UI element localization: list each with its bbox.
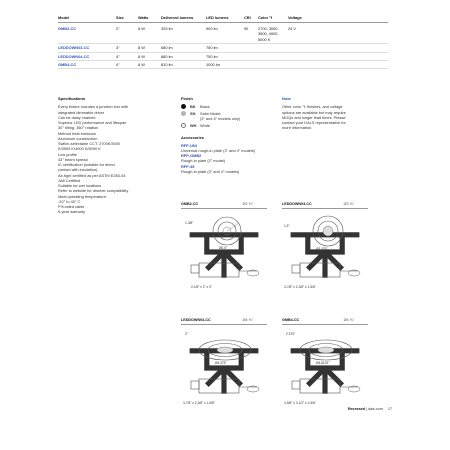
model-cell[interactable]: LEDDOWN04-CC [58,53,90,59]
card-dimension: Ø4 ⅜" [343,318,354,322]
satin-nickel-swatch-icon [181,111,186,116]
model-cell[interactable]: LEDDOWN03-CC [58,45,90,51]
spec-item: contact with insulation) [58,167,98,173]
footer-site[interactable]: dals.com [368,407,383,411]
card-header [282,202,368,209]
height-label: 1-3/8" [185,221,194,225]
accessory-item [181,153,276,164]
note-line: MOQs and longer lead times. Please [282,114,346,120]
card-dimension: Ø4 ⅜" [242,318,253,322]
led-cell: 1000 lm [206,61,220,67]
size-cell: 3" [116,45,120,51]
col-header-color: Color °f [258,15,273,20]
specifications-list [58,104,178,214]
card-model-name: LEDDOWN04-CC [181,318,211,322]
card-dimension: Ø3 ⅜" [343,202,354,206]
finish-code: SN [190,111,196,117]
led-cell: 750 lm [206,45,218,51]
col-header-model: Model [58,15,70,20]
box-size-label: 3-7/8" x 2-3/8" x 1-5/8" [284,285,316,289]
spec-item: -20° to 40° C [58,198,81,204]
table-row [58,53,388,61]
product-drawing [181,327,267,409]
color-cell [258,26,288,42]
led-cell: 750 lm [206,53,218,59]
watts-cell: 8 W [138,53,145,59]
spec-item: Low profile [58,151,77,157]
finish-name: Black [200,104,210,110]
spec-item: Every fixture includes a junction box with [58,104,129,110]
card-header [181,318,267,325]
spec-item: IC certification (suitable for direct [58,162,115,167]
spec-item: 43° beam spread [58,156,88,162]
finish-name: White [200,123,210,129]
product-card-gmb2 [181,202,267,298]
spec-item: K/3500 K/4000 K/5000 K [58,146,101,152]
watts-cell: 8 W [138,61,145,67]
finish-code: WH [190,123,197,129]
spec-table [58,15,388,69]
height-label: 2" [185,332,188,336]
page-footer [348,407,392,411]
cri-cell: 90 [244,25,249,31]
finish-option-sn[interactable] [181,111,276,122]
card-header [282,318,368,325]
accessories-title: Accessories [181,135,204,141]
card-header [181,202,267,209]
delivered-cell: 325 lm [161,25,173,31]
accessory-code[interactable]: RFP-UNI [181,142,197,148]
col-header-voltage: Voltage [288,15,302,20]
table-row [58,61,388,69]
diameter-label: Ø3.375" [316,247,328,251]
spec-item: Switch-selectable CCT: 2700K/3000 [58,141,121,146]
delivered-cell: 810 lm [161,61,173,67]
size-cell: 4" [116,53,120,59]
finish-section [181,96,276,174]
col-header-cri: CRI [244,15,251,20]
finish-code: BK [190,104,196,110]
product-drawing [282,211,368,293]
finish-option-bk[interactable] [181,104,276,109]
spec-item: Suitable for wet locations [58,183,102,188]
product-card-leddown04 [181,318,267,414]
finish-note: (3" and 4" models only) [200,116,241,122]
diameter-label: Ø2.5" [219,246,228,250]
spec-item: Aluminum construction [58,135,98,141]
col-header-size: Size [116,15,124,20]
table-header [58,15,388,23]
card-model-name: GMB2-CC [181,202,199,206]
finish-title: Finish [181,96,193,101]
card-dimension: Ø2 ⅜" [242,202,253,206]
spec-item: F%-rated cable [58,204,85,209]
white-swatch-icon [181,123,186,128]
accessory-desc: Rough-in plate (2" model) [181,158,226,164]
box-size-label: 3-5/8" x 3-1/2" x 1-5/8" [284,401,316,405]
color-line: 2700, 3000, [258,25,279,31]
diameter-label: Ø4.8125" [316,361,330,365]
delivered-cell: 680 lm [161,53,173,59]
note-line: options are available but may require [282,109,346,115]
led-cell: 900 lm [206,25,218,31]
product-drawing [282,327,368,409]
color-line: 5000 K [258,36,271,42]
spec-item: 5-year warranty [58,209,86,215]
card-model-name: LEDDOWN03-CC [282,202,312,206]
col-header-watts: Watts [138,15,149,20]
accessory-desc: Universal rough-in plate (3" and 4" models) [181,147,256,153]
spec-item: integrated dimmable driver [58,109,105,115]
spec-item: 30° tilting, 360° rotation [58,125,99,131]
voltage-cell: 24 V [288,25,297,31]
color-line: 3500, 4000, [258,31,279,37]
spec-item: Ideal operating temperature: [58,193,107,199]
diameter-label: Ø4.375" [215,361,227,365]
model-cell[interactable]: GMB2-CC [58,25,77,31]
size-cell: 4" [116,61,120,67]
col-header-led: LED lumens [206,15,229,20]
accessory-code[interactable]: RFP-45 [181,163,195,169]
col-header-delivered: Delivered lumens [161,15,194,20]
product-drawing [181,211,267,293]
watts-cell: 8 W [138,45,145,51]
accessory-item [181,143,276,154]
table-row [58,44,388,52]
note-section [282,96,377,131]
note-line: contact your DALS representative for [282,120,346,125]
model-cell[interactable]: GMB4-CC [58,61,77,67]
accessory-code[interactable]: RFP-GMB2 [181,153,202,159]
box-size-label: 2-1/8" x 2" x 3" [191,285,212,289]
black-swatch-icon [181,104,186,109]
footer-separator: | [366,407,369,411]
product-card-gmb4 [282,318,368,414]
spec-item: Can be daisy chained [58,114,96,120]
height-label: 2.375" [286,332,296,336]
accessory-item [181,164,276,175]
specifications-title: Specifications [58,96,86,101]
delivered-cell: 680 lm [161,45,173,51]
note-line: more information. [282,125,313,131]
specifications-section [58,96,178,215]
product-card-leddown03 [282,202,368,298]
finish-name-block [200,111,240,122]
spec-item: Refer to website for dimmer compatibility [58,188,129,194]
table-row [58,25,388,44]
note-title: Note [282,96,291,101]
finish-option-wh[interactable] [181,123,276,128]
height-label: 1.5" [284,224,290,228]
box-size-label: 3-7/8" x 2-3/8" x 1-5/8" [183,401,215,405]
footer-brand: Recessed [347,407,366,411]
finish-name: Satin Nickel [200,111,221,117]
spec-item: Metnod heat emission [58,130,97,136]
watts-cell: 8 W [138,25,145,31]
spec-item: JA8 Certified [58,177,81,183]
accessory-desc: Rough-in plate (3" and 4" models) [181,168,240,174]
size-cell: 2" [116,25,120,31]
spec-item: Air-tight certified as per ASTM E283-04 [58,172,126,178]
spec-item: Superior LED performance and lifespan [58,120,127,125]
card-model-name: GMB4-CC [282,318,300,322]
note-line: Other color °f, finishes, and voltage [282,104,343,110]
footer-page-number: 17 [387,407,392,411]
